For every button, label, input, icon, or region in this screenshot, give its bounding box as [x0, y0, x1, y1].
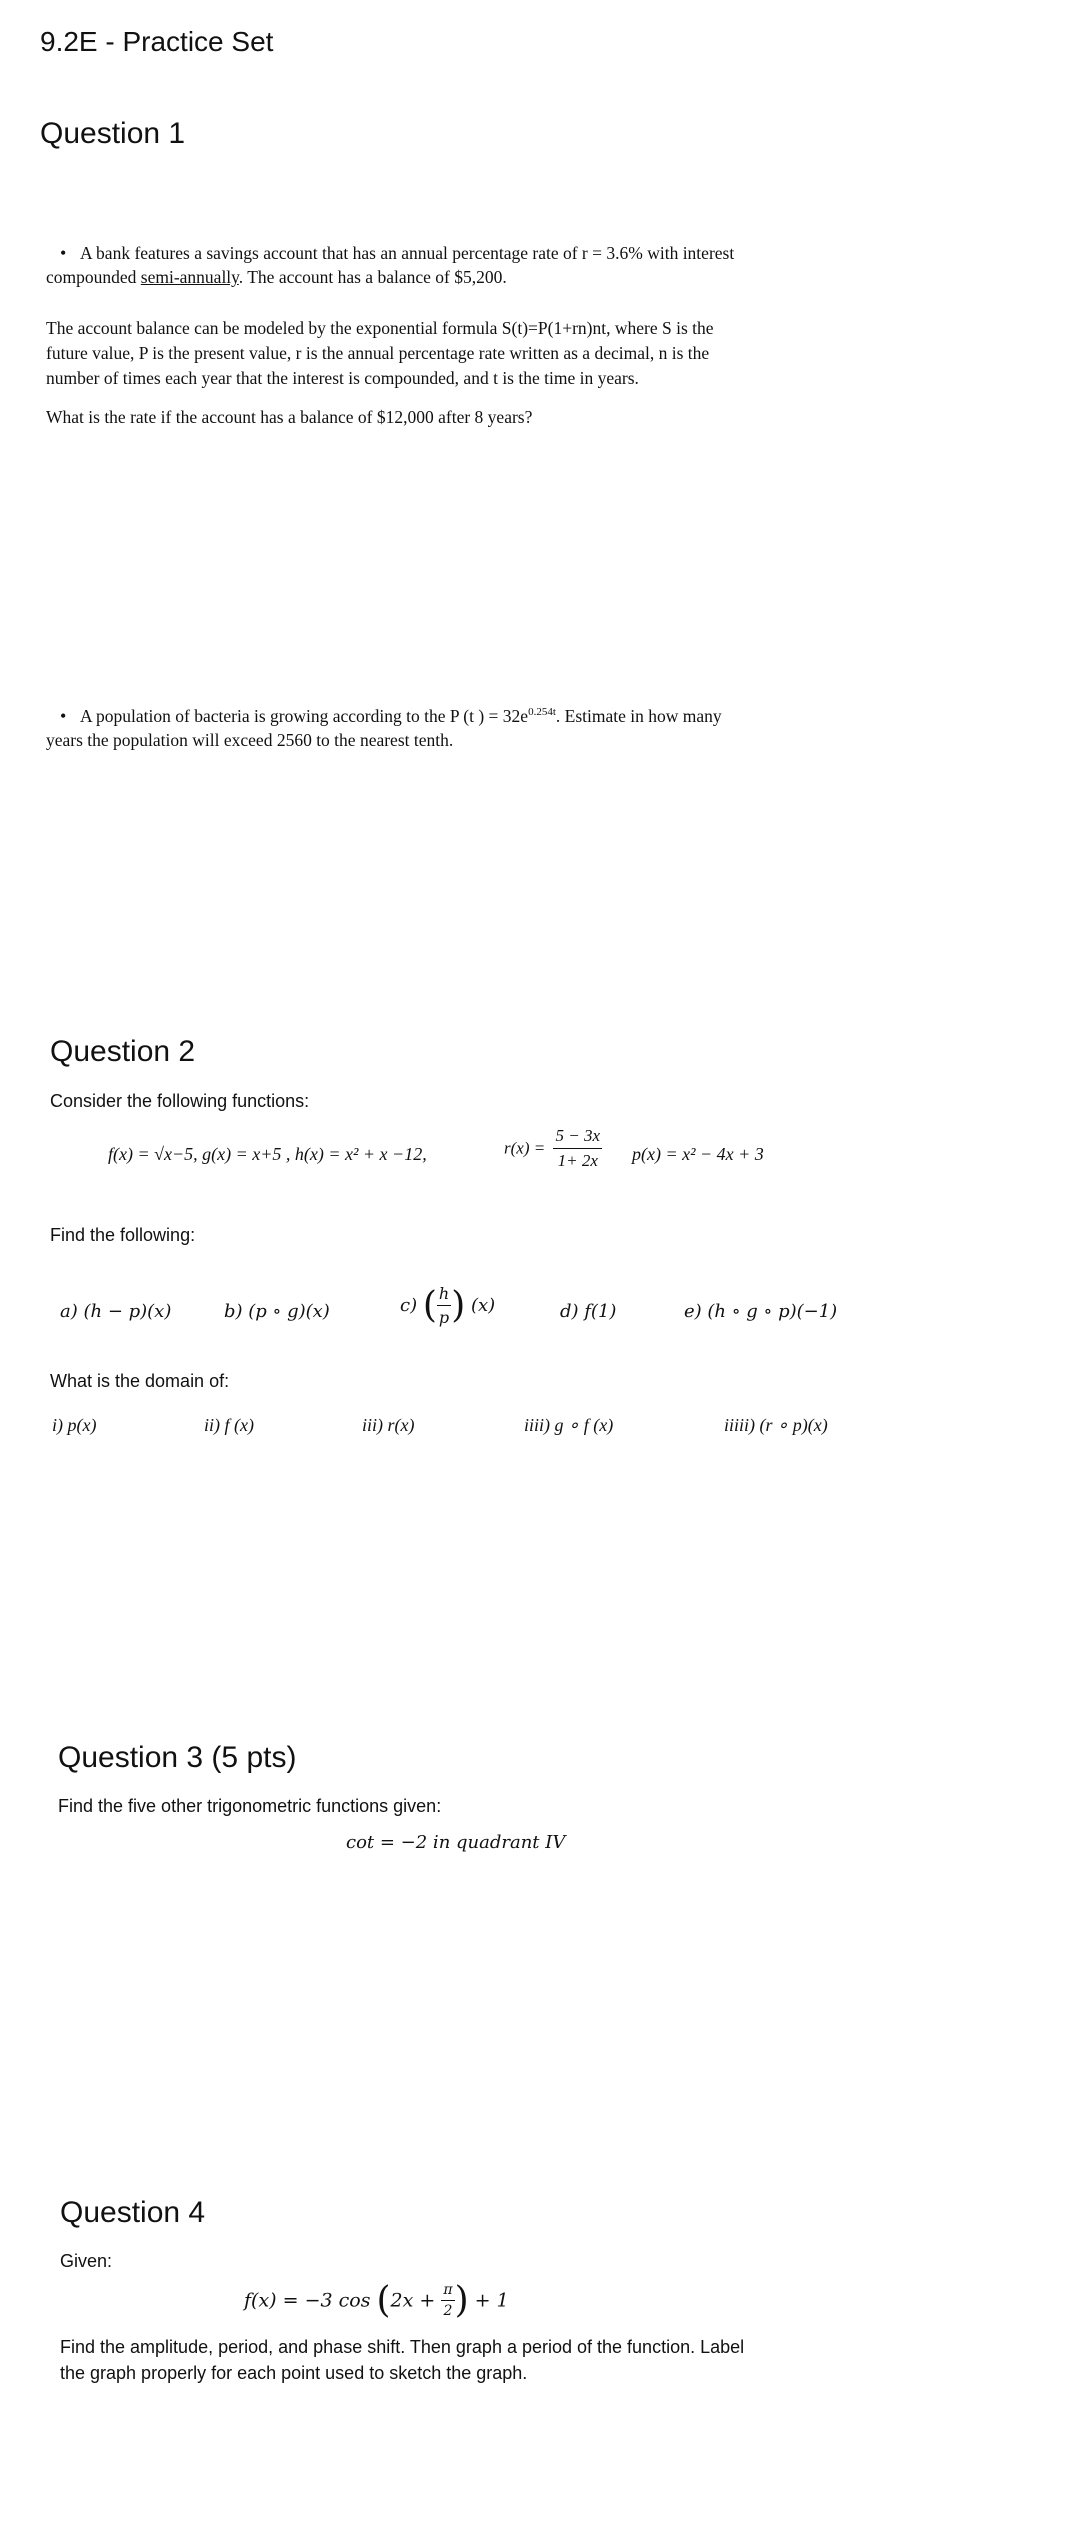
- q2-domain-iii: iii) r(x): [362, 1415, 415, 1435]
- question-2-heading: Question 2: [50, 1035, 196, 1068]
- q2-intro: Consider the following functions:: [50, 1091, 310, 1111]
- q2-part-b: b) (p ∘ g)(x): [224, 1301, 330, 1322]
- q4-function: f(x) = −3 cos (2x + $\frac{\pi}{2}$ ) + 1: [244, 2280, 509, 2321]
- q2-part-c: c) ( $\frac{h}{p}$ ) (x): [400, 1284, 496, 1327]
- q2-p-function: p(x) = x² − 4x + 3: [632, 1144, 764, 1164]
- q2-domain-label: What is the domain of:: [50, 1371, 230, 1391]
- bullet-icon: •: [60, 243, 67, 263]
- q3-intro: Find the five other trigonometric functions given:: [58, 1796, 442, 1816]
- question-3-heading: Question 3 (5 pts): [58, 1741, 297, 1774]
- q4-instructions-line-1: Find the amplitude, period, and phase shift. Then graph a period of the function. Label: [60, 2337, 745, 2357]
- q2-r-function: r(x) = $\frac{5 - 3x}{1+ 2x}$: [504, 1126, 600, 1170]
- q1-model-line-3: number of times each year that the interest is compounded, and t is the time in years.: [46, 368, 639, 388]
- q2-find-label: Find the following:: [50, 1225, 196, 1245]
- q2-part-a: a) (h − p)(x): [60, 1301, 172, 1322]
- page-title: 9.2E - Practice Set: [40, 26, 274, 57]
- question-1-heading: Question 1: [40, 117, 186, 150]
- q2-domain-ii: ii) f (x): [204, 1415, 254, 1435]
- semi-annually-link: semi-annually: [140, 267, 239, 287]
- q2-function-definitions: f(x) = √x−5, g(x) = x+5 , h(x) = x² + x −12,: [108, 1144, 427, 1164]
- q3-given: cot = −2 in quadrant IV: [346, 1832, 566, 1853]
- q1-model-line-1: The account balance can be modeled by the exponential formula S(t)=P(1+rn)nt, where S is the: [46, 318, 714, 338]
- question-4-heading: Question 4: [60, 2196, 206, 2229]
- q1-bullet-1-line-2: compounded semi-annually. The account has a balance of $5,200.: [46, 267, 507, 287]
- q2-part-d: d) f(1): [560, 1301, 617, 1322]
- q1-bullet-2-line-2: years the population will exceed 2560 to the nearest tenth.: [46, 730, 454, 750]
- q4-instructions-line-2: the graph properly for each point used to sketch the graph.: [60, 2363, 528, 2383]
- q2-domain-iiii: iiii) g ∘ f (x): [524, 1415, 614, 1435]
- q1-bullet-1-line-1: • A bank features a savings account that has an annual percentage rate of r = 3.6% with interest: [60, 243, 735, 263]
- q4-given-label: Given:: [60, 2251, 113, 2271]
- q2-part-e: e) (h ∘ g ∘ p)(−1): [684, 1301, 838, 1322]
- bullet-icon: •: [60, 706, 67, 726]
- q2-domain-i: i) p(x): [52, 1415, 97, 1435]
- q1-bullet-2-line-1: • A population of bacteria is growing according to the P (t ) = $32e^{0.254t}$. Estimate in how many: [60, 706, 722, 726]
- q1-question: What is the rate if the account has a balance of $12,000 after 8 years?: [46, 407, 533, 427]
- q1-model-line-2: future value, P is the present value, r is the annual percentage rate written as a decimal, n is the: [46, 343, 710, 363]
- q2-domain-iiiii: iiiii) (r ∘ p)(x): [724, 1415, 828, 1435]
